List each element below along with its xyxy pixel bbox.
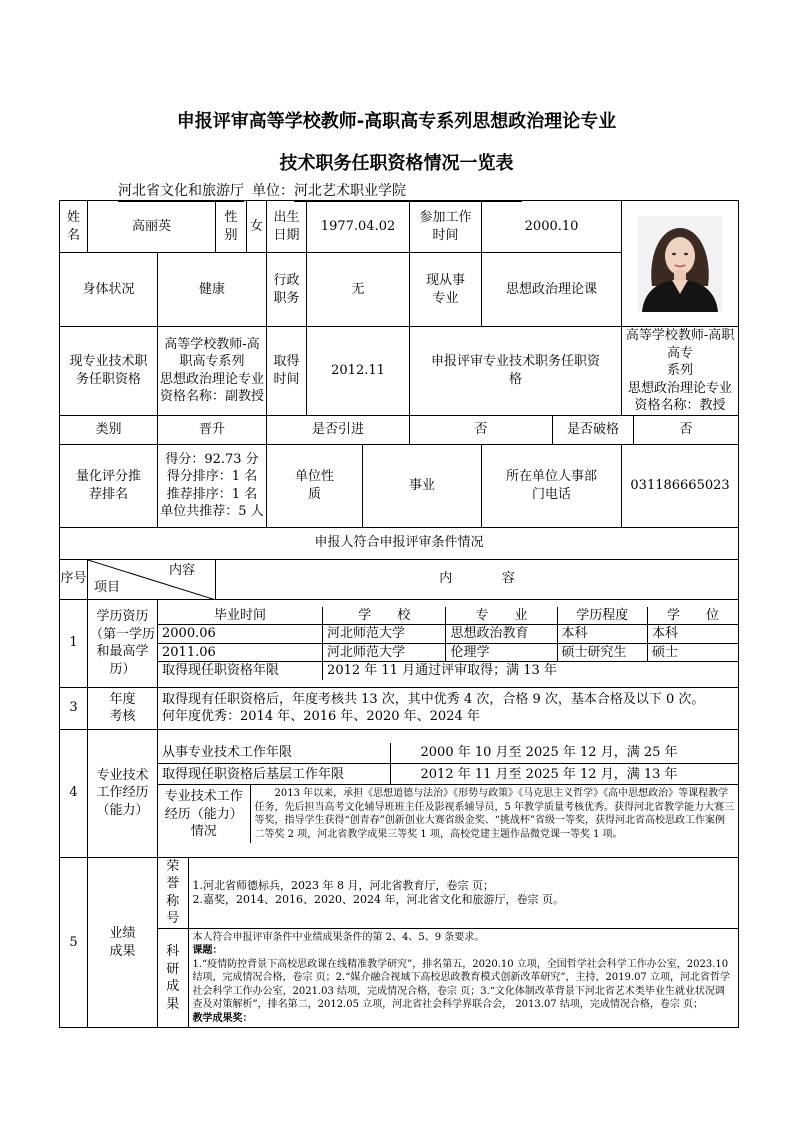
achievements-label: 业绩成果	[88, 857, 158, 1028]
honor-label: 荣誉称号	[158, 858, 188, 929]
page-title-line2: 技术职务任职资格情况一览表	[279, 153, 514, 174]
ability-label: 专业技术工作经历（能力）情况	[158, 785, 250, 844]
unit-nature-label: 单位性质	[267, 444, 363, 527]
teaching-heading: 教学成果奖：	[192, 1012, 253, 1024]
education-detail	[158, 599, 739, 687]
edu-cell: 2000.06	[158, 625, 323, 644]
experience-table	[158, 743, 738, 844]
assessment-seq: 3	[60, 687, 88, 729]
work-years-label: 从事专业技术工作年限	[158, 743, 390, 764]
current-title-line2: 职高专系列	[179, 354, 245, 370]
work-years-value: 2000 年 10 月至 2025 年 12 月，满 25 年	[390, 743, 738, 764]
content-header-label: 内容	[169, 562, 196, 578]
research-text: 1.“疫情防控背景下高校思政课在线精准教学研究”，排名第五，2020.10 立项，全国哲学社会科学工作办公室，2023.10 结项，完成情况合格，卷宗 页；2.“媒介融合视域下高校思政教育模式创新改革研究”，主持，2019.07 立项，河北省哲学社会科学工作办公室，2021.03 结项，完成情况合格，卷宗 页；3.“文化体制改革背景下河北省艺术类毕业生就业状况调查及对策解析”，排名第二，2012.05 立项，河北省社会科学界联合会， 2013.07 结项，完成情况合格，卷宗 页；	[192, 958, 730, 1011]
page-title-line1: 申报评审高等学校教师-高职高专系列思想政治理论专业	[176, 111, 617, 132]
qualification-years-label: 取得现任职资格年限	[158, 662, 323, 680]
score: 得分：92.73 分	[165, 451, 259, 467]
edu-header-school: 学 校	[323, 607, 446, 625]
category-value: 晋升	[158, 415, 267, 444]
experience-seq: 4	[60, 729, 88, 857]
work-start-label: 参加工作时间	[410, 201, 482, 253]
major-value: 思想政治理论课	[482, 253, 622, 327]
edu-cell: 伦理学	[446, 643, 557, 662]
assessment-line2: 何年度优秀：2014 年、2016 年、2020 年、2024 年	[162, 709, 480, 725]
admin-label: 行政职务	[267, 253, 307, 327]
assessment-detail	[158, 687, 739, 729]
qualification-years-value: 2012 年 11 月通过评审取得；满 13 年	[323, 662, 739, 680]
hr-phone-label: 所在单位人事部门电话	[482, 444, 622, 527]
edu-cell: 硕士	[648, 643, 739, 662]
research-heading: 课题：	[192, 945, 223, 957]
edu-cell: 2011.06	[158, 643, 323, 662]
exception-value: 否	[634, 415, 739, 444]
work-start-value: 2000.10	[482, 201, 622, 253]
birth-label: 出生日期	[267, 201, 307, 253]
assessment-label: 年度考核	[88, 687, 158, 729]
obtain-time-label: 取得时间	[267, 327, 307, 416]
table-row	[158, 625, 738, 644]
name-value: 高丽英	[88, 201, 216, 253]
birth-value: 1977.04.02	[307, 201, 410, 253]
photo-cell	[622, 201, 739, 327]
ranking-label: 量化评分推荐排名	[60, 444, 158, 527]
education-label: 学历资历（第一学历和最高学历）	[88, 599, 158, 687]
apply-title-value	[622, 327, 739, 416]
gender-label: 性别	[216, 201, 247, 253]
list-item: 2.嘉奖，2014、2016、2020、2024 年，河北省文化和旅游厅，卷宗 页。	[192, 892, 564, 906]
table-row	[158, 643, 738, 662]
content-item-header	[88, 559, 216, 599]
apply-title-line4: 资格名称：教授	[634, 398, 726, 414]
seq-header: 序号	[60, 559, 88, 599]
obtain-time-value: 2012.11	[307, 327, 410, 416]
portrait-photo-icon	[638, 216, 722, 312]
experience-detail	[158, 729, 739, 857]
section-header: 申报人符合申报评审条件情况	[60, 527, 739, 559]
honor-list	[188, 858, 738, 929]
department: 河北省文化和旅游厅	[118, 180, 244, 202]
edu-cell: 河北师范大学	[323, 643, 446, 662]
grassroots-years-label: 取得现任职资格后基层工作年限	[158, 764, 390, 785]
score-rank: 得分排序：1 名	[166, 469, 258, 485]
avatar	[638, 216, 722, 312]
ranking-values	[158, 444, 267, 527]
education-seq: 1	[60, 599, 88, 687]
edu-header-major: 专 业	[446, 607, 557, 625]
edu-cell: 本科	[648, 625, 739, 644]
category-label: 类别	[60, 415, 158, 444]
unit-nature-value: 事业	[363, 444, 482, 527]
research-detail	[188, 928, 738, 1027]
gender-value: 女	[247, 201, 267, 253]
edu-header-grad-time: 毕业时间	[158, 607, 323, 625]
edu-cell: 思想政治教育	[446, 625, 557, 644]
achievements-table	[158, 858, 738, 1028]
unit-label: 单位：	[252, 183, 294, 199]
unit-name: 河北艺术职业学院	[294, 180, 522, 202]
edu-cell: 本科	[557, 625, 648, 644]
ability-text: 2013 年以来，承担《思想道德与法治》《形势与政策》《马克思主义哲学》《高中思想政治》等课程教学任务，先后担当高考文化辅导班班主任及影视系辅导员，5 年教学质量考核优秀。获得河北省教学能力大赛三等奖，指导学生获得“创青春”创新创业大赛省级金奖、“挑战杯”省级一等奖，获得河北省高校思政工作案例二等奖 2 项，河北省教学成果三等奖 1 项，高校党建主题作品微党课一等奖 1 项。	[250, 785, 738, 844]
health-label: 身体状况	[60, 253, 158, 327]
subheader	[118, 180, 522, 202]
apply-title-label: 申报评审专业技术职务任职资格	[410, 327, 622, 416]
apply-title-line1: 高等学校教师-高职高专	[625, 328, 735, 361]
item-header-label: 项目	[94, 580, 121, 596]
current-title-line4: 资格名称：副教授	[160, 389, 265, 405]
apply-title-line3: 思想政治理论专业	[628, 380, 733, 396]
grassroots-years-value: 2012 年 11 月至 2025 年 12 月，满 13 年	[390, 764, 738, 785]
hr-phone-value: 031186665023	[622, 444, 739, 527]
list-item: 1.河北省师德标兵，2023 年 8 月，河北省教育厅，卷宗 页；	[192, 878, 494, 892]
experience-label: 专业技术工作经历（能力）	[88, 729, 158, 857]
apply-title-line2: 系列	[667, 363, 694, 379]
total-recommended: 单位共推荐：5 人	[160, 504, 264, 520]
health-value: 健康	[158, 253, 267, 327]
body-header: 内 容	[216, 559, 739, 599]
exception-label: 是否破格	[553, 415, 634, 444]
edu-header-degree: 学 位	[648, 607, 739, 625]
research-label: 科研成果	[158, 928, 188, 1027]
education-table	[158, 607, 738, 680]
qualification-table	[59, 200, 739, 1028]
assessment-line1: 取得现有任职资格后，年度考核共 13 次，其中优秀 4 次，合格 9 次，基本合格及以下 0 次。	[162, 691, 705, 707]
current-title-line1: 高等学校教师-高	[164, 336, 260, 352]
admin-value: 无	[307, 253, 410, 327]
research-intro: 本人符合申报评审条件中业绩成果条件的第 2、4、5、9 条要求。	[192, 931, 485, 943]
achievements-detail	[158, 857, 739, 1028]
introduced-value: 否	[410, 415, 553, 444]
recommend-rank: 推荐排序：1 名	[166, 486, 258, 502]
achievements-seq: 5	[60, 857, 88, 1028]
edu-cell: 河北师范大学	[323, 625, 446, 644]
edu-header-degree-level: 学历程度	[557, 607, 648, 625]
major-label: 现从事专业	[410, 253, 482, 327]
edu-cell: 硕士研究生	[557, 643, 648, 662]
current-title-label: 现专业技术职务任职资格	[60, 327, 158, 416]
introduced-label: 是否引进	[267, 415, 410, 444]
current-title-line3: 思想政治理论专业	[160, 371, 265, 387]
current-title-value	[158, 327, 267, 416]
name-label: 姓名	[60, 201, 88, 253]
